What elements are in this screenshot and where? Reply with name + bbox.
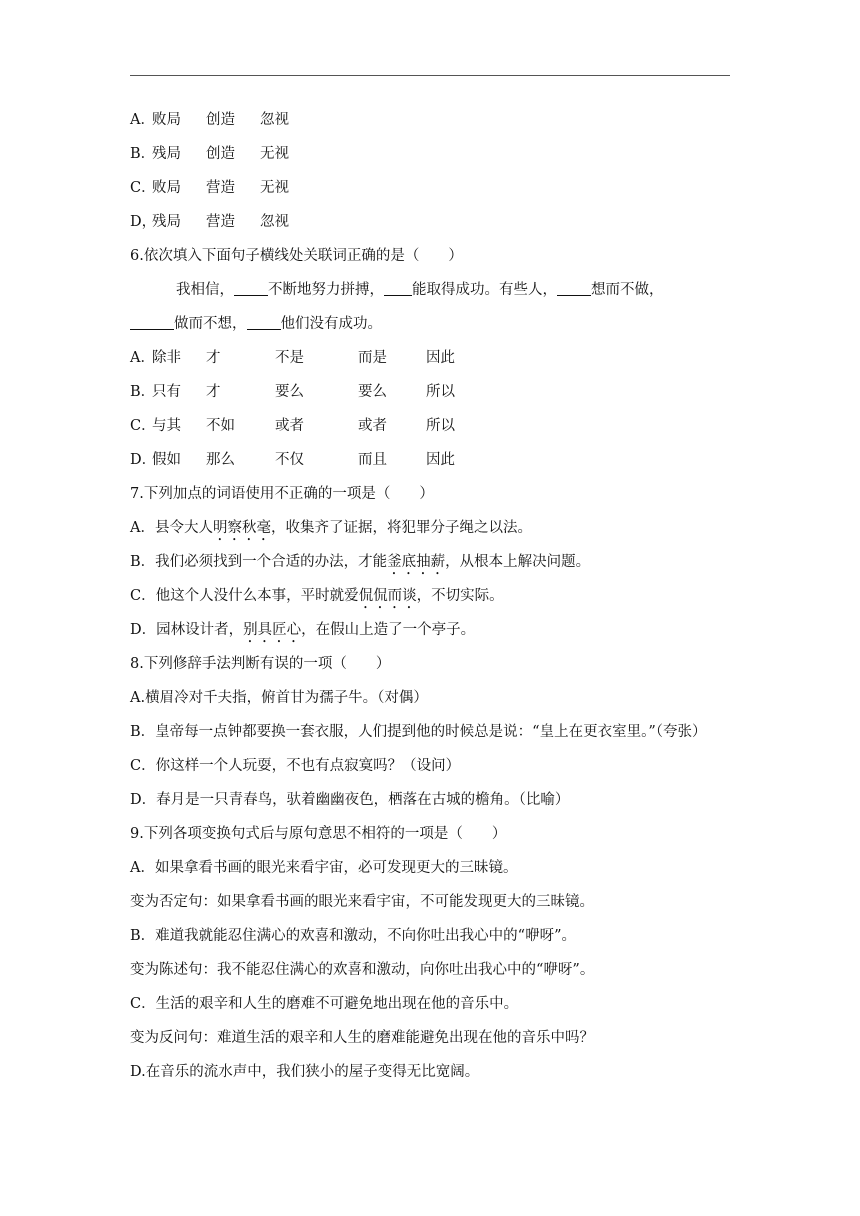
option-word: 不如 [206, 418, 235, 434]
fill-blank [557, 279, 591, 296]
option-label: C． [130, 418, 156, 434]
option-word: 或者 [275, 418, 304, 434]
option-word: 除非 [152, 350, 181, 366]
option-word: 只有 [152, 384, 181, 400]
option-word: 创造 [206, 146, 235, 162]
document-body [130, 103, 745, 1089]
option-label: D． [130, 452, 157, 468]
q5-option-d [130, 205, 745, 239]
header-rule [130, 75, 730, 76]
q9-line: A．如果拿看书画的眼光来看宇宙，必可发现更大的三昧镜。 [130, 860, 518, 876]
fill-blank [130, 313, 174, 330]
option-word: 所以 [426, 418, 455, 434]
q7-text: ，在假山上造了一个亭子。 [301, 622, 476, 638]
q9-line: 变为反问句：难道生活的艰辛和人生的磨难能避免出现在他的音乐中吗？ [130, 1030, 594, 1046]
option-word: 不是 [275, 350, 304, 366]
option-word: 那么 [206, 452, 235, 468]
q9-line: 变为陈述句：我不能忍住满心的欢喜和激动，向你吐出我心中的“咿呀”。 [130, 962, 595, 978]
q7-text: ，收集齐了证据，将犯罪分子绳之以法。 [270, 520, 532, 536]
q7-option-c [130, 579, 745, 613]
option-word: 不仅 [275, 452, 304, 468]
option-word: 要么 [358, 384, 387, 400]
option-word: 而是 [358, 350, 387, 366]
q8-option-c: C．你这样一个人玩耍，不也有点寂寞吗？（设问） [130, 758, 461, 774]
dotted-idiom: 釜底抽薪 [387, 554, 446, 570]
option-word: 残局 [152, 214, 181, 230]
q7-text: B．我们必须找到一个合适的办法，才能 [130, 554, 388, 570]
option-word: 创造 [206, 112, 235, 128]
q6-text: 做而不想， [174, 316, 247, 332]
q6-text: 想而不做， [591, 282, 664, 298]
option-word: 才 [206, 384, 221, 400]
fill-blank [234, 279, 268, 296]
q8-stem: 8.下列修辞手法判断有误的一项（ ） [130, 656, 391, 672]
q9-line: B．难道我就能忍住满心的欢喜和激动，不向你吐出我心中的“咿呀”。 [130, 928, 576, 944]
q6-text: 我相信， [176, 282, 234, 298]
q6-text: 不断地努力拼搏， [268, 282, 384, 298]
q8-option-a: A.横眉冷对千夫指，俯首甘为孺子牛。（对偶） [130, 690, 428, 706]
q8-option-d: D．春月是一只青春鸟，驮着幽幽夜色，栖落在古城的檐角。（比喻） [130, 792, 570, 808]
q9-line: D.在音乐的流水声中，我们狭小的屋子变得无比宽阔。 [130, 1064, 480, 1080]
option-label: A． [130, 112, 155, 128]
q6-text: 他们没有成功。 [280, 316, 382, 332]
q6-option-b [130, 375, 745, 409]
q6-stem: 6.依次填入下面句子横线处关联词正确的是（ ） [130, 248, 463, 264]
option-word: 无视 [260, 146, 289, 162]
option-word: 无视 [260, 180, 289, 196]
option-label: D， [130, 214, 157, 230]
q6-sentence-line-1 [130, 273, 745, 307]
dotted-idiom: 别具匠心 [243, 622, 302, 638]
q9-stem: 9.下列各项变换句式后与原句意思不相符的一项是（ ） [130, 826, 507, 842]
option-word: 与其 [152, 418, 181, 434]
q7-option-b [130, 545, 745, 579]
q7-option-a [130, 511, 745, 545]
q5-option-b [130, 137, 745, 171]
fill-blank [247, 313, 281, 330]
q5-option-c [130, 171, 745, 205]
q7-option-d [130, 613, 745, 647]
option-word: 要么 [275, 384, 304, 400]
option-word: 因此 [426, 350, 455, 366]
option-word: 假如 [152, 452, 181, 468]
option-word: 忽视 [260, 214, 289, 230]
q6-option-a [130, 341, 745, 375]
option-label: C． [130, 180, 156, 196]
option-word: 才 [206, 350, 221, 366]
q9-line: 变为否定句：如果拿看书画的眼光来看宇宙，不可能发现更大的三昧镜。 [130, 894, 594, 910]
q6-option-d [130, 443, 745, 477]
q8-option-b: B．皇帝每一点钟都要换一套衣服，人们提到他的时候总是说：“皇上在更衣室里。”（夸张） [130, 724, 707, 740]
dotted-idiom: 侃侃而谈 [358, 588, 417, 604]
q7-text: ，从根本上解决问题。 [445, 554, 591, 570]
option-word: 营造 [206, 180, 235, 196]
option-word: 败局 [152, 112, 181, 128]
q7-text: D．园林设计者， [130, 622, 244, 638]
q6-option-c [130, 409, 745, 443]
option-word: 营造 [206, 214, 235, 230]
option-label: A． [130, 350, 155, 366]
option-word: 所以 [426, 384, 455, 400]
option-word: 败局 [152, 180, 181, 196]
option-word: 或者 [358, 418, 387, 434]
q9-line: C．生活的艰辛和人生的磨难不可避免地出现在他的音乐中。 [130, 996, 519, 1012]
q7-text: A．县令大人 [130, 520, 213, 536]
fill-blank [384, 279, 412, 296]
option-word: 而且 [358, 452, 387, 468]
q6-sentence-line-2 [130, 307, 745, 341]
q5-option-a [130, 103, 745, 137]
option-word: 残局 [152, 146, 181, 162]
option-word: 忽视 [260, 112, 289, 128]
option-word: 因此 [426, 452, 455, 468]
q6-text: 能取得成功。有些人， [412, 282, 557, 298]
q7-text: ，不切实际。 [416, 588, 504, 604]
q7-text: C．他这个人没什么本事，平时就爱 [130, 588, 359, 604]
dotted-idiom: 明察秋毫 [212, 520, 271, 536]
option-label: B． [130, 384, 156, 400]
q7-stem: 7.下列加点的词语使用不正确的一项是（ ） [130, 486, 434, 502]
option-label: B． [130, 146, 156, 162]
